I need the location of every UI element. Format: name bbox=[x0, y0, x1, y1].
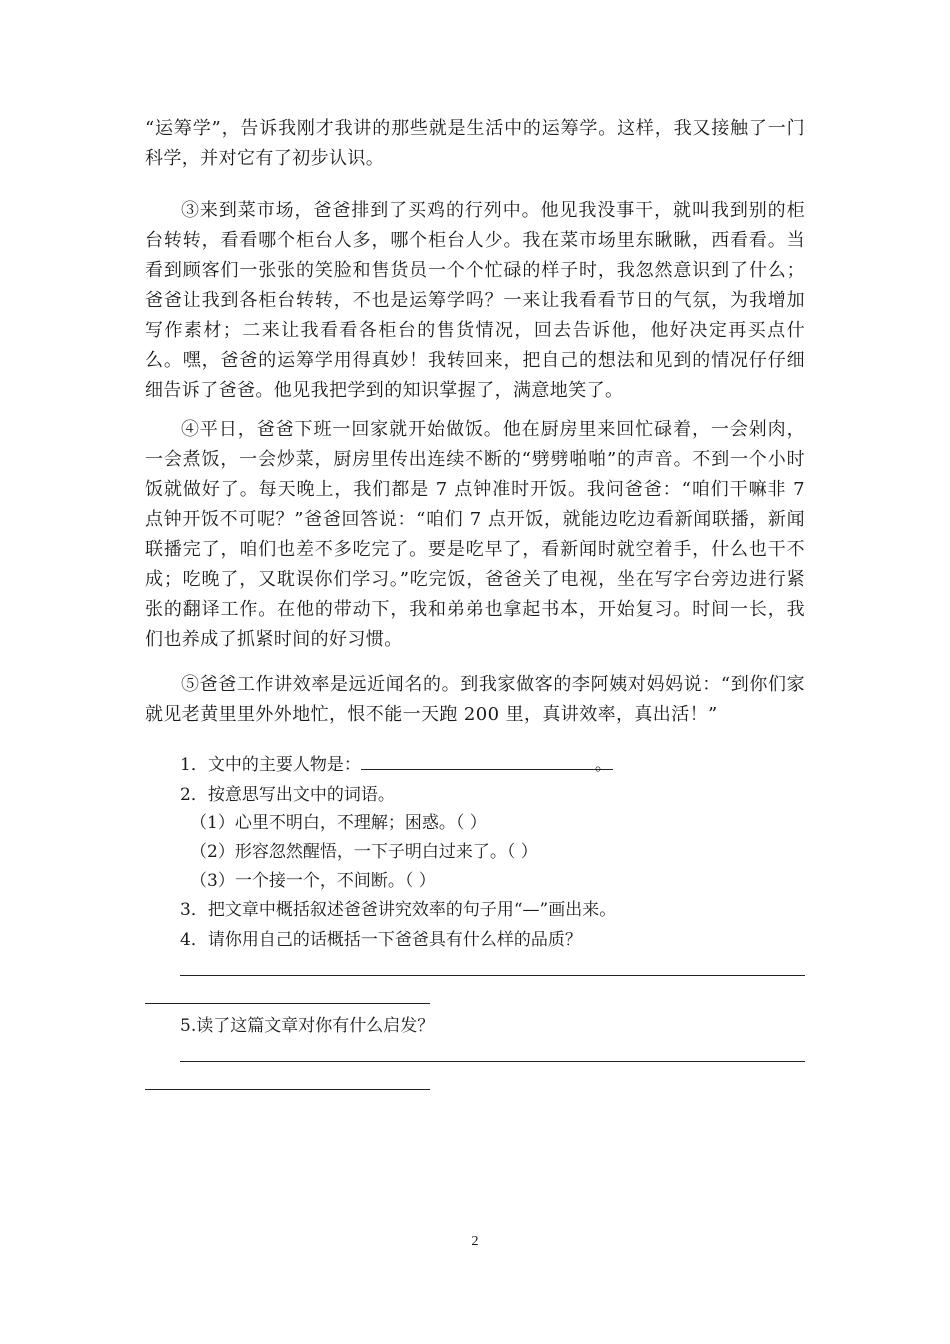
question-1-text: 1．文中的主要人物是： bbox=[180, 755, 361, 775]
question-3: 3．把文章中概括叙述爸爸讲究效率的句子用“—”画出来。 bbox=[180, 900, 617, 920]
question-2-3: （3）一个接一个，不间断。（ ） bbox=[190, 871, 436, 891]
question-2: 2．按意思写出文中的词语。 bbox=[180, 785, 395, 805]
answer-line-q5-1[interactable] bbox=[180, 1061, 805, 1062]
page-number: 2 bbox=[471, 1234, 479, 1249]
answer-line-q4-1[interactable] bbox=[180, 975, 805, 976]
answer-line-q5-2[interactable] bbox=[145, 1089, 430, 1090]
question-2-1: （1）心里不明白，不理解；困惑。（ ） bbox=[190, 813, 487, 833]
question-1 bbox=[180, 753, 612, 777]
question-5: 5.读了这篇文章对你有什么启发？ bbox=[180, 1016, 435, 1036]
question-4: 4．请你用自己的话概括一下爸爸具有什么样的品质？ bbox=[180, 930, 582, 950]
paragraph-3: ③来到菜市场，爸爸排到了买鸡的行列中。他见我没事干，就叫我到别的柜台转转，看看哪个柜台人多，哪个柜台人少。我在菜市场里东瞅瞅，西看看。当看到顾客们一张张的笑脸和售货员一个个忙碌的样子时，我忽然意识到了什么；爸爸让我到各柜台转转，不也是运筹学吗？一来让我看看节日的气氛，为我增加写作素材；二来让我看看各柜台的售货情况，回去告诉他，他好决定再买点什么。嘿，爸爸的运筹学用得真妙！我转回来，把自己的想法和见到的情况仔仔细细告诉了爸爸。他见我把学到的知识掌握了，满意地笑了。 bbox=[145, 200, 805, 401]
answer-line-q4-2[interactable] bbox=[145, 1003, 430, 1004]
answer-blank-main-characters[interactable] bbox=[361, 753, 613, 770]
question-1-end: 。 bbox=[594, 755, 612, 775]
question-2-2: （2）形容忽然醒悟，一下子明白过来了。（ ） bbox=[190, 842, 538, 862]
paragraph-4: ④平日，爸爸下班一回家就开始做饭。他在厨房里来回忙碌着，一会剁肉，一会煮饭，一会炒菜，厨房里传出连续不断的“劈劈啪啪”的声音。不到一个小时饭就做好了。每天晚上，我们都是 7 点钟准时开饭。我问爸爸：“咱们干嘛非 7 点钟开饭不可呢？”爸爸回答说：“咱们 7 点开饭，就能边吃边看新闻联播，新闻联播完了，咱们也差不多吃完了。要是吃早了，看新闻时就空着手，什么也干不成；吃晚了，又耽误你们学习。”吃完饭，爸爸关了电视，坐在写字台旁边进行紧张的翻译工作。在他的带动下，我和弟弟也拿起书本，开始复习。时间一长，我们也养成了抓紧时间的好习惯。 bbox=[145, 419, 805, 650]
paragraph-continuation: “运筹学”，告诉我刚才我讲的那些就是生活中的运筹学。这样，我又接触了一门科学，并对它有了初步认识。 bbox=[145, 118, 805, 169]
paragraph-5: ⑤爸爸工作讲效率是远近闻名的。到我家做客的李阿姨对妈妈说：“到你们家就见老黄里里外外地忙，恨不能一天跑 200 里，真讲效率，真出活！” bbox=[145, 674, 805, 725]
